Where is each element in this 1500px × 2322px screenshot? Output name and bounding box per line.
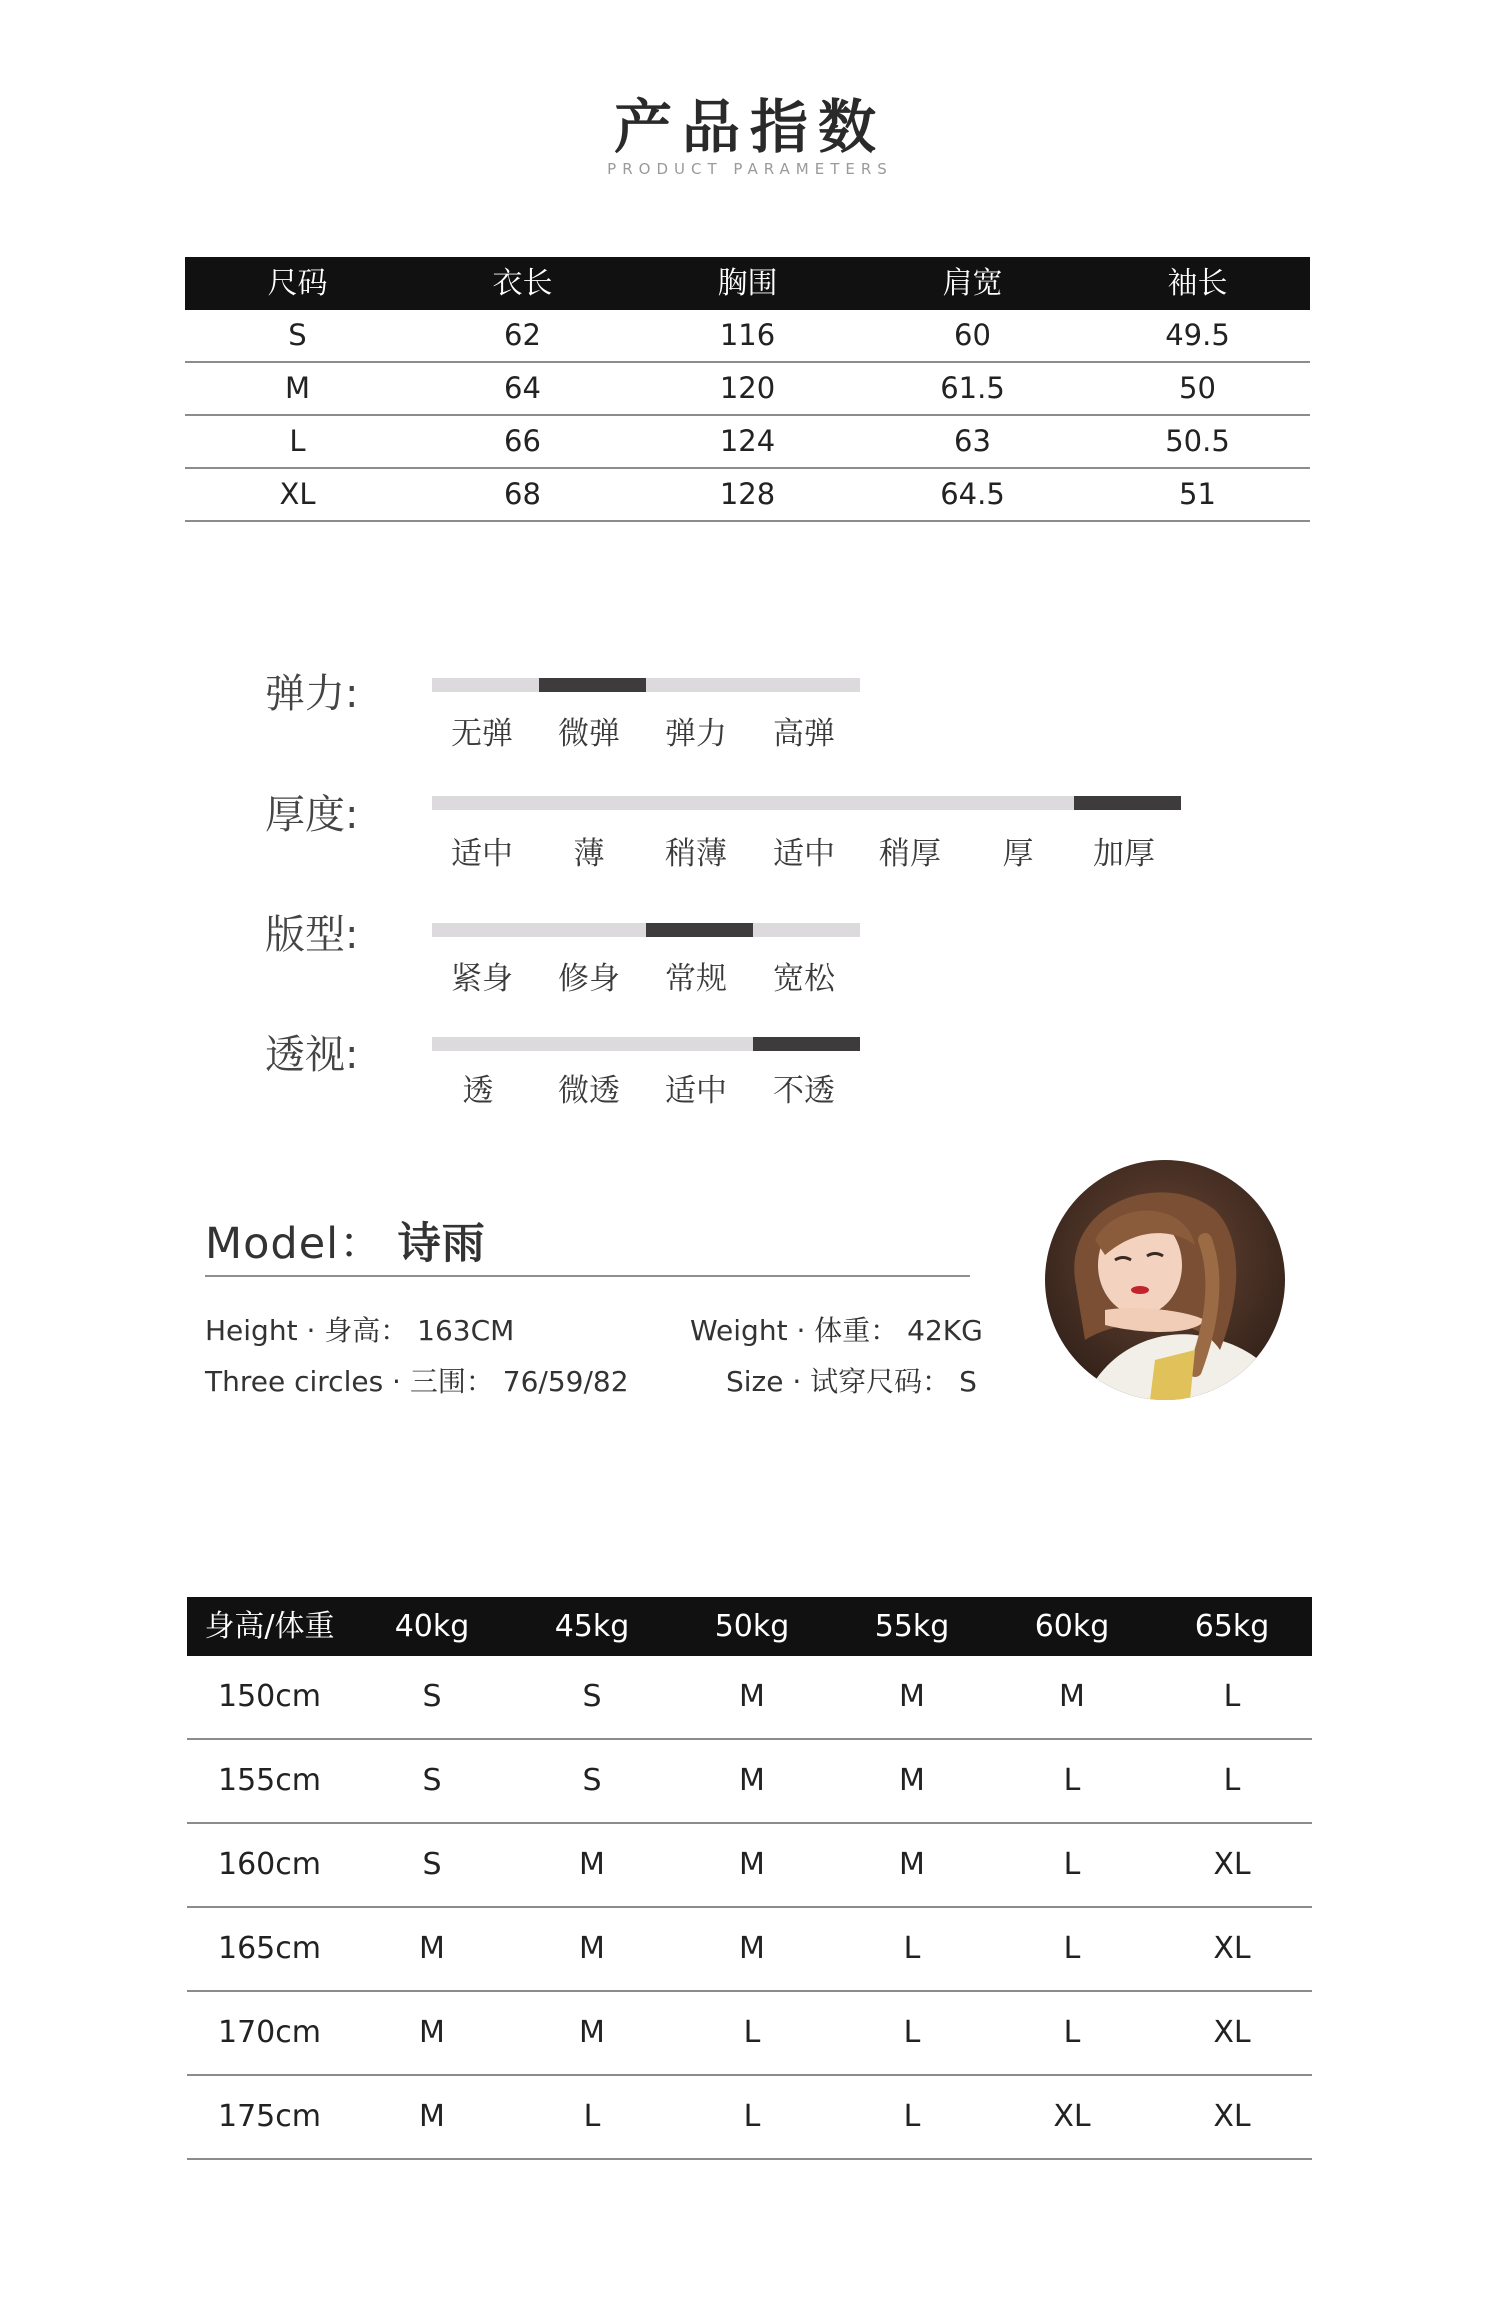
thickness-option: 加厚 [1093, 836, 1155, 872]
elasticity-scale-bar [432, 678, 860, 752]
page-title: 产品指数 [613, 93, 886, 161]
thickness-option: 适中 [451, 836, 513, 872]
table-cell: 50 [1179, 371, 1216, 405]
model-heading-prefix: Model： [205, 1219, 384, 1269]
table-cell: M [1059, 1679, 1085, 1714]
transparency-option: 微透 [558, 1073, 620, 1109]
size-table [185, 257, 1310, 522]
table-cell: XL [1213, 1931, 1251, 1966]
table-cell: S [422, 1847, 442, 1882]
table-cell: 155cm [218, 1763, 321, 1798]
table-cell: L [743, 2099, 761, 2134]
model-heading [205, 1210, 486, 1271]
table-cell: 68 [504, 477, 541, 511]
attr-label-thickness: 厚度: [265, 792, 359, 838]
fit-option: 常规 [665, 961, 727, 997]
table-cell: M [419, 2015, 445, 2050]
table-cell: M [739, 1679, 765, 1714]
table-cell: L [1063, 1931, 1081, 1966]
model-weight: Weight · 体重： 42KG [690, 1314, 983, 1347]
table-cell: L [1063, 1763, 1081, 1798]
recommendation-header-cell: 45kg [554, 1609, 630, 1644]
table-cell: 165cm [218, 1931, 321, 1966]
table-row [185, 469, 1310, 522]
table-cell: 160cm [218, 1847, 321, 1882]
model-divider [205, 1275, 970, 1277]
fit-option: 宽松 [773, 961, 835, 997]
page-subtitle: PRODUCT PARAMETERS [607, 160, 893, 178]
thickness-option: 稍厚 [879, 836, 941, 872]
elasticity-selected-segment [539, 678, 646, 692]
table-cell: L [289, 424, 306, 458]
table-cell: XL [1213, 1847, 1251, 1882]
table-cell: L [583, 2099, 601, 2134]
table-cell: L [1223, 1763, 1241, 1798]
model-measurements: Three circles · 三围： 76/59/82 [205, 1365, 629, 1398]
table-cell: 150cm [218, 1679, 321, 1714]
table-cell: M [899, 1847, 925, 1882]
recommendation-header-cell: 60kg [1034, 1609, 1110, 1644]
table-cell: 124 [719, 424, 776, 458]
table-cell: L [1223, 1679, 1241, 1714]
thickness-option: 薄 [573, 836, 605, 872]
fit-scale-bar [432, 923, 860, 997]
transparency-option: 适中 [665, 1073, 727, 1109]
fit-option: 修身 [558, 961, 620, 997]
table-row [185, 416, 1310, 469]
table-cell: L [903, 2015, 921, 2050]
table-cell: M [579, 1931, 605, 1966]
table-cell: S [288, 318, 307, 352]
size-table-header [185, 257, 1310, 310]
table-cell: M [739, 1847, 765, 1882]
table-cell: M [284, 371, 311, 405]
size-header-cell: 胸围 [717, 266, 778, 301]
table-row [187, 1824, 1312, 1908]
table-cell: 116 [719, 318, 776, 352]
model-height: Height · 身高： 163CM [205, 1314, 515, 1347]
table-cell: 66 [504, 424, 541, 458]
table-cell: M [899, 1679, 925, 1714]
elasticity-option: 无弹 [451, 716, 513, 752]
size-header-cell: 肩宽 [942, 266, 1003, 301]
elasticity-option: 弹力 [665, 716, 727, 752]
fit-selected-segment [646, 923, 753, 937]
transparency-option: 透 [462, 1073, 494, 1109]
table-cell: XL [279, 477, 316, 511]
table-cell: 128 [719, 477, 776, 511]
table-cell: L [1063, 2015, 1081, 2050]
table-cell: XL [1053, 2099, 1091, 2134]
table-cell: M [419, 2099, 445, 2134]
attr-label-fit: 版型: [265, 912, 359, 958]
table-cell: S [582, 1763, 602, 1798]
table-cell: 64 [504, 371, 541, 405]
table-cell: M [419, 1931, 445, 1966]
table-cell: M [899, 1763, 925, 1798]
thickness-option: 厚 [1002, 836, 1034, 872]
transparency-selected-segment [753, 1037, 860, 1051]
table-cell: 63 [954, 424, 991, 458]
table-cell: S [582, 1679, 602, 1714]
table-cell: 170cm [218, 2015, 321, 2050]
thickness-option: 适中 [773, 836, 835, 872]
model-avatar [1045, 1160, 1285, 1400]
table-row [187, 1992, 1312, 2076]
recommendation-header-cell: 40kg [394, 1609, 470, 1644]
table-row [187, 1908, 1312, 1992]
recommendation-header-cell: 身高/体重 [204, 1609, 335, 1644]
table-cell: 64.5 [940, 477, 1005, 511]
table-cell: 51 [1179, 477, 1216, 511]
table-cell: M [579, 2015, 605, 2050]
table-cell: S [422, 1763, 442, 1798]
table-cell: 60 [954, 318, 991, 352]
size-header-cell: 衣长 [492, 266, 553, 301]
table-cell: M [579, 1847, 605, 1882]
transparency-scale-bar [432, 1037, 860, 1109]
table-cell: L [903, 1931, 921, 1966]
table-row [185, 310, 1310, 363]
table-cell: XL [1213, 2015, 1251, 2050]
recommendation-header-cell: 50kg [714, 1609, 790, 1644]
thickness-selected-segment [1074, 796, 1181, 810]
table-cell: M [739, 1931, 765, 1966]
table-cell: M [739, 1763, 765, 1798]
table-cell: 120 [719, 371, 776, 405]
table-cell: XL [1213, 2099, 1251, 2134]
table-cell: 50.5 [1165, 424, 1230, 458]
table-cell: S [422, 1679, 442, 1714]
transparency-option: 不透 [773, 1073, 835, 1109]
recommendation-header-cell: 65kg [1194, 1609, 1270, 1644]
recommendation-table-header [187, 1597, 1312, 1656]
table-cell: 61.5 [940, 371, 1005, 405]
table-cell: L [903, 2099, 921, 2134]
thickness-option: 稍薄 [665, 836, 727, 872]
size-header-cell: 袖长 [1167, 266, 1228, 301]
table-cell: 175cm [218, 2099, 321, 2134]
size-header-cell: 尺码 [267, 266, 328, 301]
table-row [187, 2076, 1312, 2160]
size-recommendation-table [187, 1597, 1312, 2160]
table-cell: L [1063, 1847, 1081, 1882]
table-row [187, 1740, 1312, 1824]
table-row [187, 1656, 1312, 1740]
table-cell: 62 [504, 318, 541, 352]
elasticity-option: 微弹 [558, 716, 620, 752]
table-cell: L [743, 2015, 761, 2050]
model-trial-size: Size · 试穿尺码： S [726, 1365, 977, 1398]
recommendation-header-cell: 55kg [874, 1609, 950, 1644]
thickness-scale-bar [432, 796, 1181, 872]
model-name: 诗雨 [397, 1219, 486, 1269]
attr-label-elasticity: 弹力: [265, 671, 359, 717]
table-cell: 49.5 [1165, 318, 1230, 352]
fit-option: 紧身 [451, 961, 513, 997]
table-row [185, 363, 1310, 416]
attr-label-transparency: 透视: [265, 1032, 359, 1078]
elasticity-option: 高弹 [773, 716, 835, 752]
